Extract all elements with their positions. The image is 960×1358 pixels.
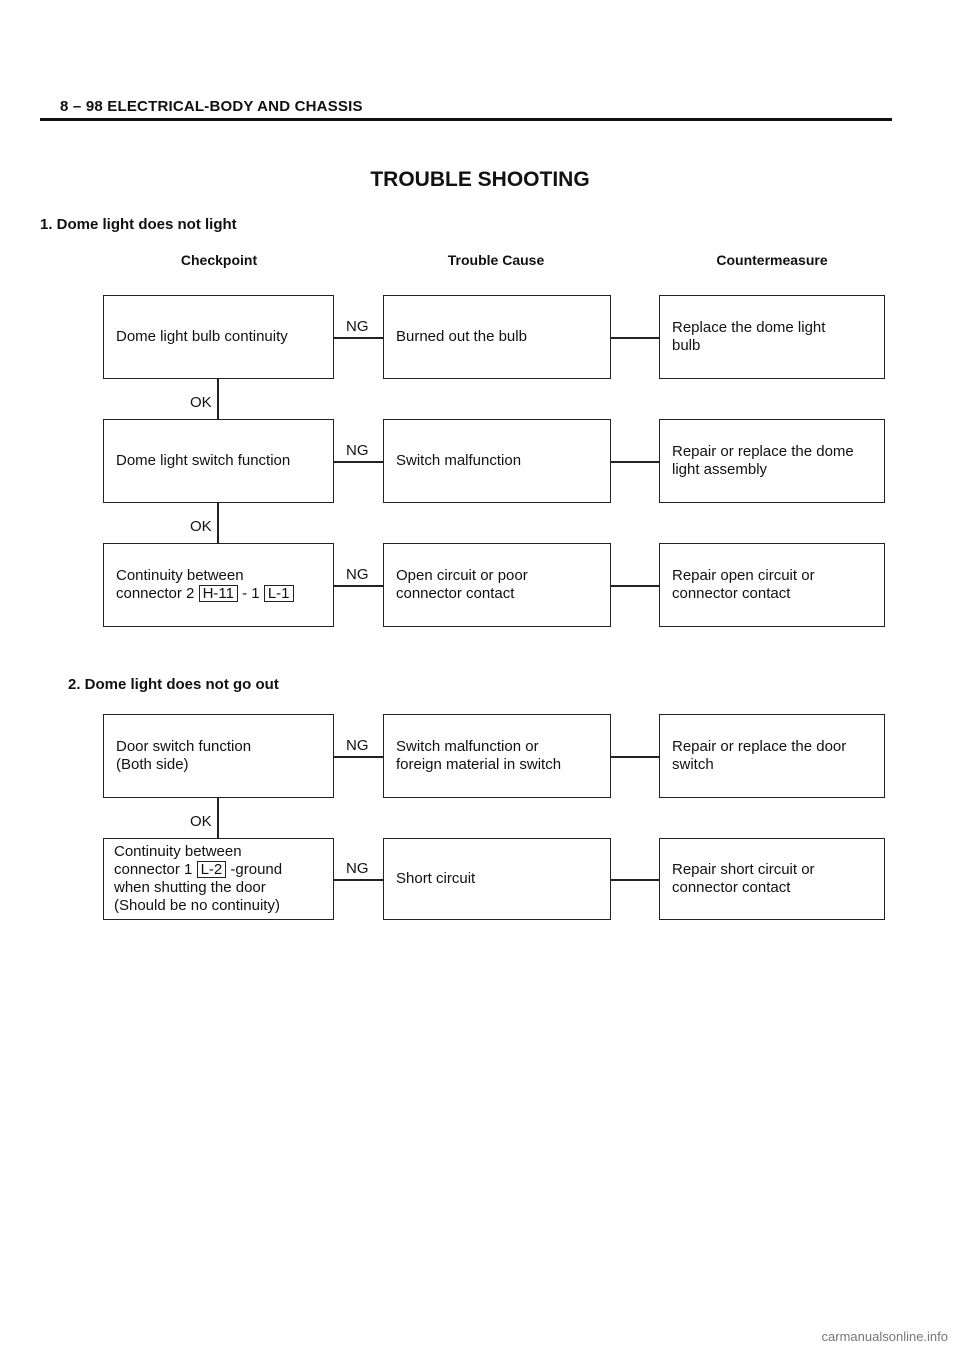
trouble-cause-text: Short circuit	[396, 870, 476, 887]
countermeasure-box	[659, 838, 885, 920]
ok-label: OK	[190, 394, 212, 411]
connector-code-badge: L-2	[197, 861, 227, 878]
checkpoint-box	[103, 543, 334, 627]
countermeasure-text: Repair or replace the door switch	[672, 738, 847, 773]
countermeasure-text: Repair or replace the dome light assembly	[672, 443, 854, 478]
connector-line	[611, 585, 659, 587]
checkpoint-box	[103, 295, 334, 379]
connector-line	[334, 879, 383, 881]
connector-code-badge: L-1	[264, 585, 294, 602]
trouble-cause-text: Open circuit or poor connector contact	[396, 567, 528, 602]
ok-connector-line	[217, 503, 219, 543]
connector-line	[334, 337, 383, 339]
connector-line	[611, 337, 659, 339]
connector-line	[334, 585, 383, 587]
countermeasure-box	[659, 419, 885, 503]
countermeasure-box	[659, 543, 885, 627]
checkpoint-text: Continuity between connector 1 L-2 -ground when shutting the door (Should be no continuity)	[114, 843, 283, 914]
ok-connector-line	[217, 798, 219, 838]
trouble-cause-box	[383, 419, 611, 503]
ng-label: NG	[346, 566, 369, 583]
trouble-cause-box	[383, 543, 611, 627]
connector-line	[334, 461, 383, 463]
ok-connector-line	[217, 379, 219, 419]
section-1-title: 1. Dome light does not light	[40, 216, 237, 233]
connector-line	[611, 879, 659, 881]
ok-label: OK	[190, 518, 212, 535]
ng-label: NG	[346, 737, 369, 754]
header-rule	[40, 118, 892, 121]
ng-label: NG	[346, 442, 369, 459]
connector-code-badge: H-11	[199, 585, 238, 602]
column-header-trouble-cause: Trouble Cause	[447, 252, 545, 268]
watermark-text: carmanualsonline.info	[821, 1329, 948, 1344]
trouble-cause-text: Burned out the bulb	[396, 328, 527, 345]
column-header-checkpoint: Checkpoint	[180, 252, 258, 268]
checkpoint-box	[103, 714, 334, 798]
connector-line	[334, 756, 383, 758]
checkpoint-text: Continuity between connector 2 H-11 - 1 L-1	[116, 567, 294, 603]
checkpoint-box	[103, 838, 334, 920]
ng-label: NG	[346, 318, 369, 335]
countermeasure-box	[659, 714, 885, 798]
section-2-title: 2. Dome light does not go out	[68, 676, 279, 693]
countermeasure-box	[659, 295, 885, 379]
countermeasure-text: Replace the dome light bulb	[672, 319, 826, 354]
trouble-cause-box	[383, 838, 611, 920]
checkpoint-text: Dome light bulb continuity	[116, 328, 288, 345]
checkpoint-box	[103, 419, 334, 503]
countermeasure-text: Repair open circuit or connector contact	[672, 567, 815, 602]
countermeasure-text: Repair short circuit or connector contact	[672, 861, 815, 896]
checkpoint-text: Dome light switch function	[116, 452, 291, 469]
column-header-countermeasure: Countermeasure	[716, 252, 828, 268]
trouble-cause-box	[383, 714, 611, 798]
page-title: TROUBLE SHOOTING	[370, 168, 590, 191]
connector-line	[611, 461, 659, 463]
trouble-cause-box	[383, 295, 611, 379]
ng-label: NG	[346, 860, 369, 877]
page-header: 8 – 98 ELECTRICAL-BODY AND CHASSIS	[60, 98, 363, 115]
checkpoint-text: Door switch function (Both side)	[116, 738, 252, 773]
trouble-cause-text: Switch malfunction	[396, 452, 522, 469]
connector-line	[611, 756, 659, 758]
trouble-cause-text: Switch malfunction or foreign material in switch	[396, 738, 562, 773]
ok-label: OK	[190, 813, 212, 830]
